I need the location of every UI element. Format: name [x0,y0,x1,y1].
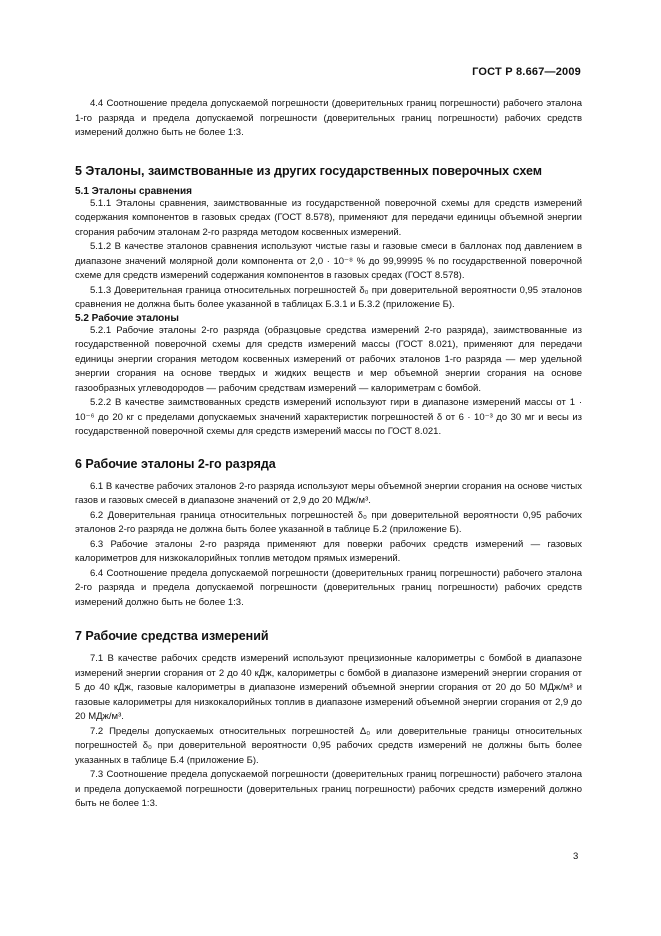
paragraph-7-2: 7.2 Пределы допускаемых относительных погрешностей Δ₀ или доверительные границы относительных погрешностей δ₀ при доверительной вероятности 0,95 рабочих средств измерений не должны быть более указанных в таблице Б.4 (приложение Б). [75,725,582,766]
document-body [75,97,582,812]
section-5-heading: 5 Эталоны, заимствованные из других государственных поверочных схем [75,163,543,178]
paragraph-4-4: 4.4 Соотношение предела допускаемой погрешности (доверительных границ погрешности) рабочего эталона 1-го разряда и предела допускаемой погрешности (доверительных границ погрешности) рабочих средств измерений должно быть не более 1:3. [75,98,582,138]
paragraph-6-3: 6.3 Рабочие эталоны 2-го разряда применяют для поверки рабочих средств измерений — газовых калориметров для низкокалорийных топлив методом прямых измерений. [75,538,582,564]
paragraph-5-1-3: 5.1.3 Доверительная граница относительных погрешностей δ₀ при доверительной вероятности 0,95 эталонов сравнения не должна быть более указанной в таблицах Б.3.1 и Б.3.2 (приложение Б). [75,284,582,310]
paragraph-6-2: 6.2 Доверительная граница относительных погрешностей δ₀ при доверительной вероятности 0,95 рабочих эталонов 2-го разряда не должна быть более указанной в таблице Б.2 (приложение Б). [75,509,582,535]
paragraph-6-4: 6.4 Соотношение предела допускаемой погрешности (доверительных границ погрешности) рабочего эталона 2-го разряда и предела допускаемой погрешности (доверительных границ погрешности) рабочих средств измерений должно быть не более 1:3. [75,567,582,608]
paragraph-5-2-1: 5.2.1 Рабочие эталоны 2-го разряда (образцовые средства измерений 2-го разряда), заимствованные из государственной поверочной схемы для средств измерений массы (ГОСТ 8.021), применяют для передачи единицы энергии сгорания методом косвенных измерений от рабочих эталонов 1-го разряда — мер удельной энергии сгорания на основе твердых и жидких веществ и мер объемной энергии сгорания на основе газообразных углеводородов — рабочим средствам измерений — калориметрам с бомбой. [75,324,582,394]
section-6-heading: 6 Рабочие эталоны 2-го разряда [75,456,276,471]
page-number: 3 [573,851,579,862]
section-7-heading: 7 Рабочие средства измерений [75,629,269,643]
paragraph-5-2-2: 5.2.2 В качестве заимствованных средств измерений используют гири в диапазоне измерений массы от 1 · 10⁻⁶ до 20 кг с пределами допускаемых значений характеристик погрешностей δ от 6 · 10⁻³ до 30 мг и весы из государственной поверочной схемы для средств измерений массы по ГОСТ 8.021. [75,397,582,437]
paragraph-7-1: 7.1 В качестве рабочих средств измерений используют прецизионные калориметры с бомбой в диапазоне измерений энергии сгорания от 2 до 40 кДж, калориметры с бомбой в диапазоне измерений энергии сгорания от 5 до 40 кДж, газовые калориметры в диапазоне измерений объемной энергии сгорания от 20 до 50 МДж/м³ и газовые калориметры для низкокалорийных топлив в диапазоне измерений объемной энергии сгорания от 2,9 до 20 МДж/м³. [75,653,582,722]
paragraph-5-1-2: 5.1.2 В качестве эталонов сравнения используют чистые газы и газовые смеси в баллонах под давлением в диапазоне значений молярной доли компонента от 2,0 · 10⁻⁸ % до 99,99995 % по государственной поверочной схеме для средств измерений содержания компонентов в газовых средах (ГОСТ 8.578). [75,241,582,281]
document-code-header: ГОСТ Р 8.667—2009 [472,66,581,78]
subsection-5-2-heading: 5.2 Рабочие эталоны [75,312,179,324]
paragraph-5-1-1: 5.1.1 Эталоны сравнения, заимствованные из государственной поверочной схемы для средств измерений содержания компонентов в газовых средах (ГОСТ 8.578), применяют для передачи единицы объемной энергии сгорания рабочим эталонам 2-го разряда методом косвенных измерений. [75,197,582,238]
paragraph-7-3: 7.3 Соотношение предела допускаемой погрешности (доверительных границ погрешности) рабочего эталона и предела допускаемой погрешности (доверительных границ погрешности) рабочих средств измерений должно быть не более 1:3. [75,769,582,809]
subsection-5-1-heading: 5.1 Эталоны сравнения [75,185,192,197]
paragraph-6-1: 6.1 В качестве рабочих эталонов 2-го разряда используют меры объемной энергии сгорания на основе чистых газов и газовых смесей в диапазоне значений от 2,9 до 20 МДж/м³. [75,480,582,506]
